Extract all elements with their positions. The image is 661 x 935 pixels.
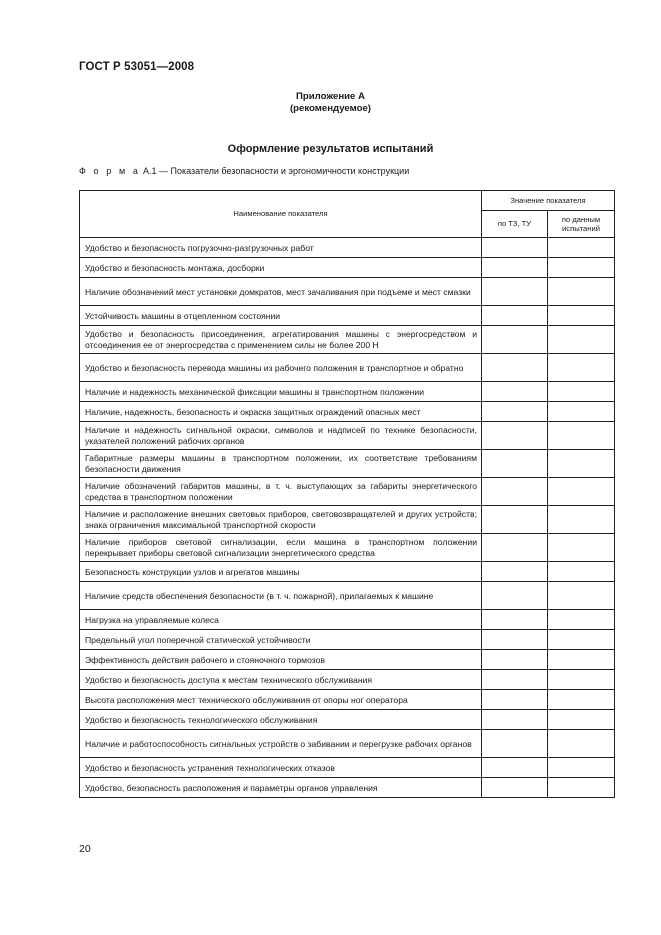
form-caption — [79, 166, 409, 176]
test-value-cell[interactable] — [548, 402, 615, 422]
table-row — [80, 306, 615, 326]
table-row — [80, 354, 615, 382]
spec-value-cell[interactable] — [482, 238, 548, 258]
table-row — [80, 478, 615, 506]
table-row — [80, 710, 615, 730]
table-row — [80, 758, 615, 778]
spec-value-cell[interactable] — [482, 306, 548, 326]
table-row — [80, 422, 615, 450]
test-value-cell[interactable] — [548, 758, 615, 778]
table-row — [80, 670, 615, 690]
spec-value-cell[interactable] — [482, 778, 548, 798]
indicator-name-cell: Нагрузка на управляемые колеса — [80, 610, 482, 630]
test-value-cell[interactable] — [548, 450, 615, 478]
indicator-name-cell: Наличие и надежность механической фиксации машины в транспортном положении — [80, 382, 482, 402]
spec-value-cell[interactable] — [482, 402, 548, 422]
indicator-name-cell: Устойчивость машины в отцепленном состоянии — [80, 306, 482, 326]
indicator-name-cell: Наличие и надежность сигнальной окраски, символов и надписей по технике безопасности, указателей положений рабочих органов — [80, 422, 482, 450]
table-row — [80, 690, 615, 710]
test-value-cell[interactable] — [548, 778, 615, 798]
indicator-name-cell: Наличие, надежность, безопасность и окраска защитных ограждений опасных мест — [80, 402, 482, 422]
spec-value-cell[interactable] — [482, 670, 548, 690]
subcol-test-header: по данным испытаний — [548, 211, 615, 238]
indicator-name-cell: Наличие и расположение внешних световых приборов, световозвращателей и других устройств; знака ограничения максимальной транспортной скорости — [80, 506, 482, 534]
table-row — [80, 562, 615, 582]
indicator-name-cell: Удобство и безопасность технологического обслуживания — [80, 710, 482, 730]
indicator-name-cell: Наличие и работоспособность сигнальных устройств о забивании и перегрузке рабочих органов — [80, 730, 482, 758]
table-row — [80, 278, 615, 306]
spec-value-cell[interactable] — [482, 382, 548, 402]
indicator-name-cell: Высота расположения мест технического обслуживания от опоры ног оператора — [80, 690, 482, 710]
spec-value-cell[interactable] — [482, 534, 548, 562]
indicator-name-cell: Удобство и безопасность устранения технологических отказов — [80, 758, 482, 778]
test-value-cell[interactable] — [548, 354, 615, 382]
spec-value-cell[interactable] — [482, 630, 548, 650]
spec-value-cell[interactable] — [482, 730, 548, 758]
spec-value-cell[interactable] — [482, 610, 548, 630]
indicator-name-cell: Наличие обозначений габаритов машины, в т. ч. выступающих за габариты энергетического средства в транспортном положении — [80, 478, 482, 506]
indicator-name-cell: Удобство и безопасность перевода машины из рабочего положения в транспортное и обратно — [80, 354, 482, 382]
form-caption-text: А.1 — Показатели безопасности и эргономичности конструкции — [142, 166, 410, 176]
annex-title: Приложение А — [296, 91, 365, 102]
table-row — [80, 326, 615, 354]
test-value-cell[interactable] — [548, 238, 615, 258]
indicator-name-cell: Эффективность действия рабочего и стояночного тормозов — [80, 650, 482, 670]
spec-value-cell[interactable] — [482, 278, 548, 306]
indicator-name-cell: Предельный угол поперечной статической устойчивости — [80, 630, 482, 650]
indicator-name-cell: Наличие обозначений мест установки домкратов, мест зачаливания при подъеме и мест смазки — [80, 278, 482, 306]
test-value-cell[interactable] — [548, 422, 615, 450]
table-row — [80, 650, 615, 670]
indicator-name-cell: Наличие средств обеспечения безопасности (в т. ч. пожарной), прилагаемых к машине — [80, 582, 482, 610]
test-value-cell[interactable] — [548, 382, 615, 402]
page-number: 20 — [79, 843, 91, 855]
table-row — [80, 778, 615, 798]
test-value-cell[interactable] — [548, 650, 615, 670]
test-value-cell[interactable] — [548, 630, 615, 650]
spec-value-cell[interactable] — [482, 690, 548, 710]
spec-value-cell[interactable] — [482, 450, 548, 478]
test-value-cell[interactable] — [548, 562, 615, 582]
spec-value-cell[interactable] — [482, 258, 548, 278]
test-value-cell[interactable] — [548, 670, 615, 690]
test-value-cell[interactable] — [548, 690, 615, 710]
spec-value-cell[interactable] — [482, 326, 548, 354]
test-value-cell[interactable] — [548, 258, 615, 278]
table-row — [80, 630, 615, 650]
test-value-cell[interactable] — [548, 506, 615, 534]
spec-value-cell[interactable] — [482, 478, 548, 506]
test-value-cell[interactable] — [548, 730, 615, 758]
col-value-header: Значение показателя — [482, 191, 615, 211]
test-value-cell[interactable] — [548, 610, 615, 630]
indicator-name-cell: Удобство, безопасность расположения и параметры органов управления — [80, 778, 482, 798]
table-row — [80, 382, 615, 402]
spec-value-cell[interactable] — [482, 562, 548, 582]
spec-value-cell[interactable] — [482, 710, 548, 730]
test-value-cell[interactable] — [548, 582, 615, 610]
indicator-name-cell: Удобство и безопасность погрузочно-разгрузочных работ — [80, 238, 482, 258]
table-row — [80, 258, 615, 278]
standard-number: ГОСТ Р 53051—2008 — [79, 61, 195, 73]
test-value-cell[interactable] — [548, 306, 615, 326]
spec-value-cell[interactable] — [482, 506, 548, 534]
table-row — [80, 730, 615, 758]
test-value-cell[interactable] — [548, 326, 615, 354]
indicator-name-cell: Наличие приборов световой сигнализации, если машина в транспортном положении перекрывает приборы световой сигнализации энергетического средства — [80, 534, 482, 562]
table-row — [80, 402, 615, 422]
table-row — [80, 450, 615, 478]
table-row — [80, 534, 615, 562]
form-label: Ф о р м а — [79, 166, 141, 176]
table-row — [80, 238, 615, 258]
indicator-name-cell: Габаритные размеры машины в транспортном положении, их соответствие требованиям безопасности движения — [80, 450, 482, 478]
test-value-cell[interactable] — [548, 534, 615, 562]
table-body — [80, 238, 615, 798]
indicator-name-cell: Безопасность конструкции узлов и агрегатов машины — [80, 562, 482, 582]
indicator-name-cell: Удобство и безопасность доступа к местам технического обслуживания — [80, 670, 482, 690]
indicators-table — [79, 190, 615, 798]
spec-value-cell[interactable] — [482, 422, 548, 450]
table-row — [80, 610, 615, 630]
test-value-cell[interactable] — [548, 478, 615, 506]
spec-value-cell[interactable] — [482, 758, 548, 778]
test-value-cell[interactable] — [548, 278, 615, 306]
spec-value-cell[interactable] — [482, 354, 548, 382]
annex-status: (рекомендуемое) — [289, 103, 371, 114]
table-row — [80, 506, 615, 534]
table-row — [80, 582, 615, 610]
spec-value-cell[interactable] — [482, 650, 548, 670]
test-value-cell[interactable] — [548, 710, 615, 730]
indicator-name-cell: Удобство и безопасность присоединения, агрегатирования машины с энергосредством и отсоединения ее от энергосредства с применением силы не более 200 Н — [80, 326, 482, 354]
section-title: Оформление результатов испытаний — [227, 143, 434, 155]
indicator-name-cell: Удобство и безопасность монтажа, досборки — [80, 258, 482, 278]
subcol-spec-header: по ТЗ, ТУ — [482, 211, 548, 238]
spec-value-cell[interactable] — [482, 582, 548, 610]
col-name-header: Наименование показателя — [80, 191, 482, 238]
